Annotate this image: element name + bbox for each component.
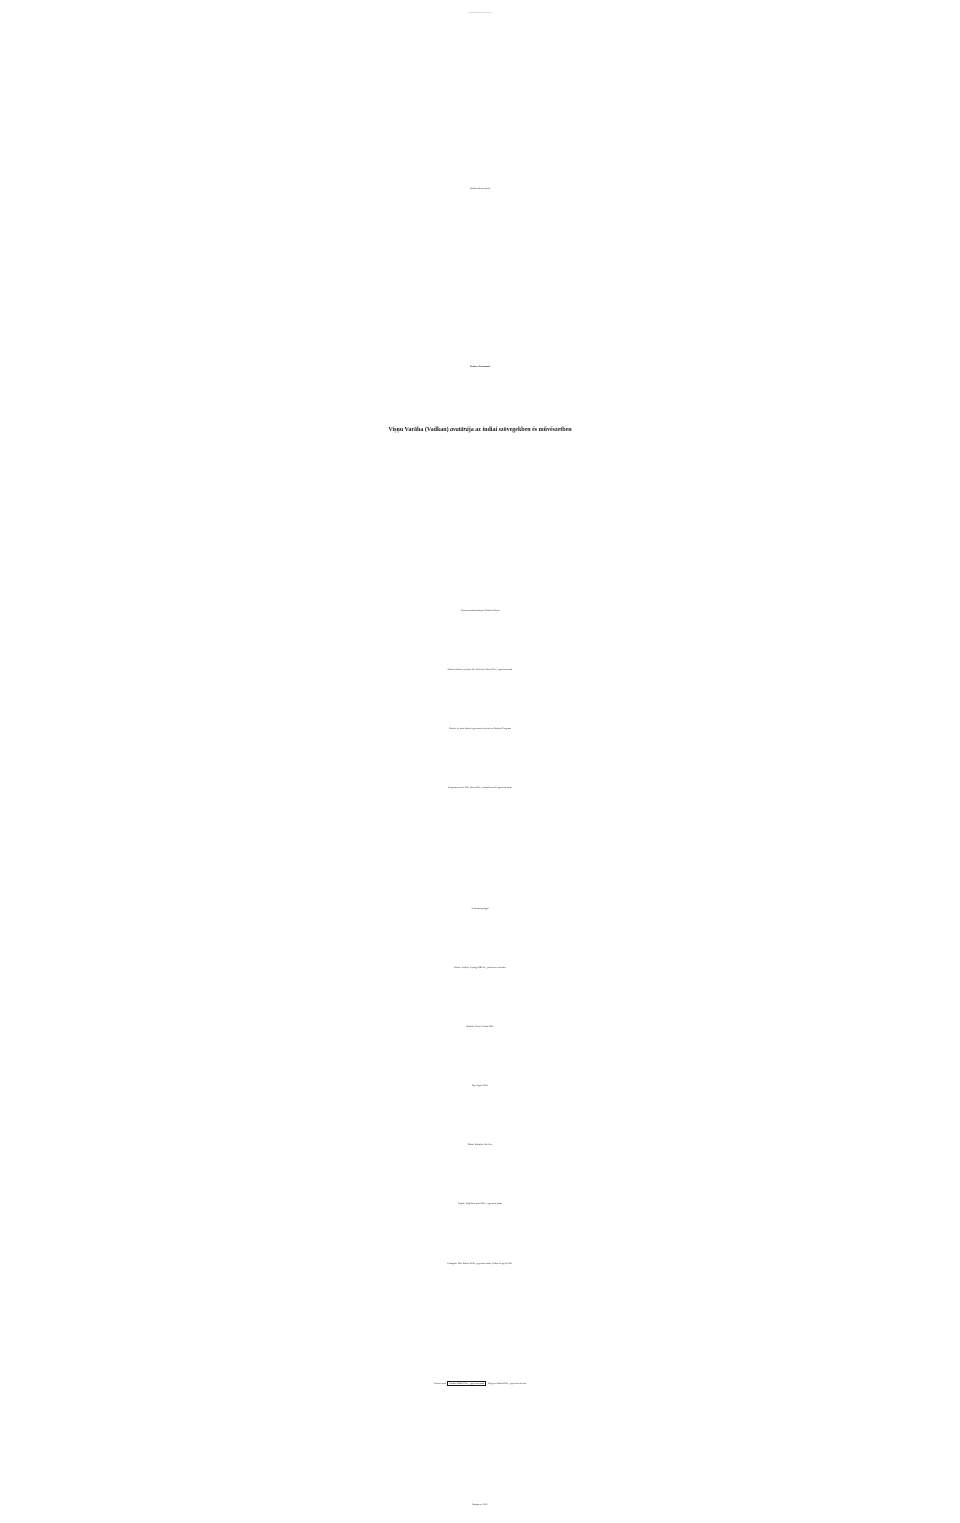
supervisors bbox=[0, 1370, 960, 1398]
committee-reviewers: Bírálók: Dezső Csaba PhD. bbox=[466, 1025, 494, 1028]
committee-secretary: Titkár: Radnóti Alíz Csc. bbox=[467, 1143, 493, 1146]
committee-members: Tagok: Wojtilla Gyula DSc., egyetemi tanár bbox=[458, 1202, 502, 1205]
committee-chair: Elnök: Székely György MHAS., professor emeritus bbox=[454, 966, 506, 969]
supervisor-rest: , Négyesi Mária PhD., egyetemi docens bbox=[486, 1382, 527, 1385]
supervisor-highlighted: Puskás Ildikó DSc., egyetemi tanár bbox=[449, 1382, 485, 1385]
author-name: Renner Zsuzsanna bbox=[470, 365, 490, 368]
dissertation-title bbox=[0, 414, 960, 446]
institution-header: Eötvös Loránd Tudományegyetem Bölcsészettudományi Kar bbox=[467, 13, 493, 14]
title-part1: Viṣṇu Varāha (Vadkan) bbox=[388, 427, 451, 433]
place-and-date: Budapest, 2012 bbox=[472, 1503, 488, 1506]
doctoral-school-name: Történelemtudományok Doktori Iskola bbox=[460, 609, 500, 612]
committee-heading: A bizottság tagjai bbox=[471, 907, 489, 910]
doctoral-school-head: Doktori iskola vezetője: Dr. Székely Gábor DSc., egyetemi tanár bbox=[447, 668, 513, 671]
doctoral-program: Közép- és kora újkori egyetemes történelem Doktori Program bbox=[449, 727, 511, 730]
program-head: Programvezető: Poór János DSc., tanszékvezető egyetemi tanár bbox=[448, 786, 512, 789]
document-type: Doktori disszertáció bbox=[469, 187, 491, 190]
supervisor-label: Témavezető: bbox=[433, 1382, 448, 1385]
committee-alternates: Póttagok: Déri Balázs PhD., egyetemi tanár, Hidas Gergely PhD. bbox=[447, 1262, 513, 1265]
title-italic: avatārá bbox=[450, 427, 469, 433]
title-part2: ja az indiai szövegekben és művészetben bbox=[468, 427, 572, 433]
committee-reviewer-2: Pap Ágnes PhD. bbox=[471, 1084, 489, 1087]
